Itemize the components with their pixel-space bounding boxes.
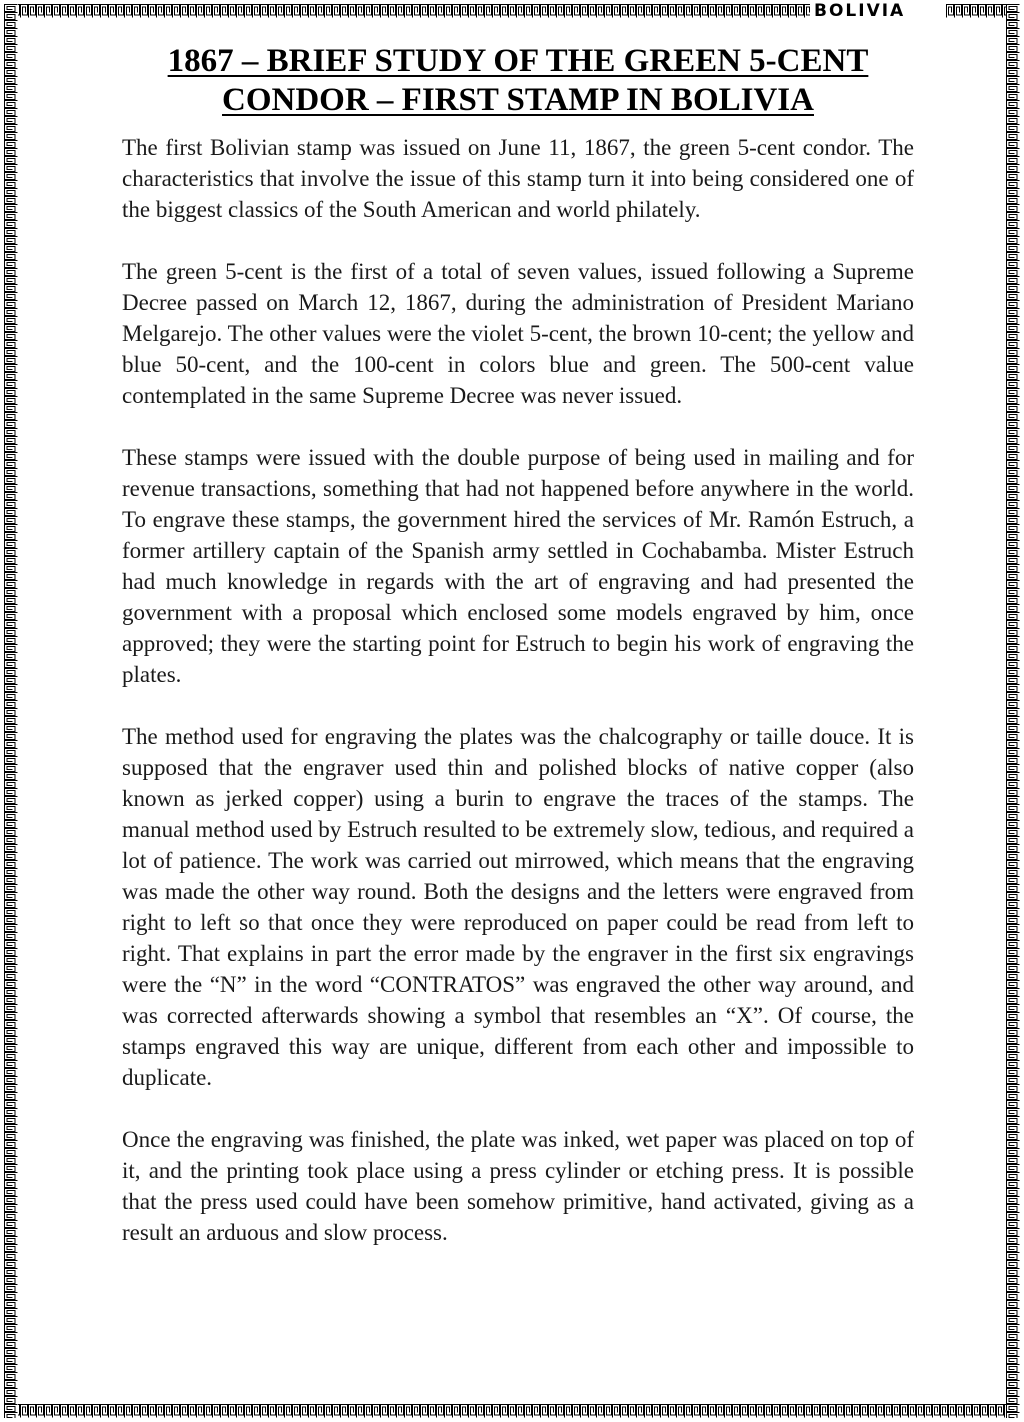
document-body — [122, 42, 914, 1279]
greek-key-border-top — [4, 4, 810, 18]
greek-key-border-bottom — [4, 1404, 1020, 1418]
page-title-line-1: 1867 – BRIEF STUDY OF THE GREEN 5-CENT — [167, 43, 869, 79]
page-title — [122, 42, 914, 120]
paragraph-double-purpose: These stamps were issued with the double purpose of being used in mailing and for revenue transactions, something that had not happened before anywhere in the world. To engrave these stamps, the government hired the services of Mr. Ramón Estruch, a former artillery captain of the Spanish army settled in Cochabamba. Mister Estruch had much knowledge in regards with the art of engraving and had presented the government with a proposal which enclosed some models engraved by him, once approved; they were the starting point for Estruch to begin his work of engraving the plates. — [122, 445, 914, 687]
paragraph-seven-values: The green 5-cent is the first of a total of seven values, issued following a Supreme Decree passed on March 12, 1867, during the administration of President Mariano Melgarejo. The other values were the violet 5-cent, the brown 10-cent; the yellow and blue 50-cent, and the 100-cent in colors blue and green. The 500-cent value contemplated in the same Supreme Decree was never issued. — [122, 259, 914, 408]
greek-key-border-right — [1006, 4, 1020, 1418]
country-header-label: BOLIVIA — [814, 2, 944, 20]
paragraph-first-stamp: The first Bolivian stamp was issued on June 11, 1867, the green 5-cent condor. The characteristics that involve the issue of this stamp turn it into being considered one of the biggest classics of the South American and world philately. — [122, 135, 914, 222]
page-title-line-2: CONDOR – FIRST STAMP IN BOLIVIA — [222, 82, 814, 118]
paragraph-printing: Once the engraving was finished, the plate was inked, wet paper was placed on top of it, and the printing took place using a press cylinder or etching press. It is possible that the press used could have been somehow primitive, hand activated, giving as a result an arduous and slow process. — [122, 1127, 914, 1245]
greek-key-border-left — [4, 4, 18, 1418]
paragraph-engraving-method: The method used for engraving the plates was the chalcography or taille douce. It is supposed that the engraver used thin and polished blocks of native copper (also known as jerked copper) using a burin to engrave the traces of the stamps. The manual method used by Estruch resulted to be extremely slow, tedious, and required a lot of patience. The work was carried out mirrowed, which means that the engraving was made the other way round. Both the designs and the letters were engraved from right to left so that once they were reproduced on paper could be read from left to right. That explains in part the error made by the engraver in the first six engravings were the “N” in the word “CONTRATOS” was engraved the other way around, and was corrected afterwards showing a symbol that resembles an “X”. Of course, the stamps engraved this way are unique, different from each other and impossible to duplicate. — [122, 724, 914, 1090]
